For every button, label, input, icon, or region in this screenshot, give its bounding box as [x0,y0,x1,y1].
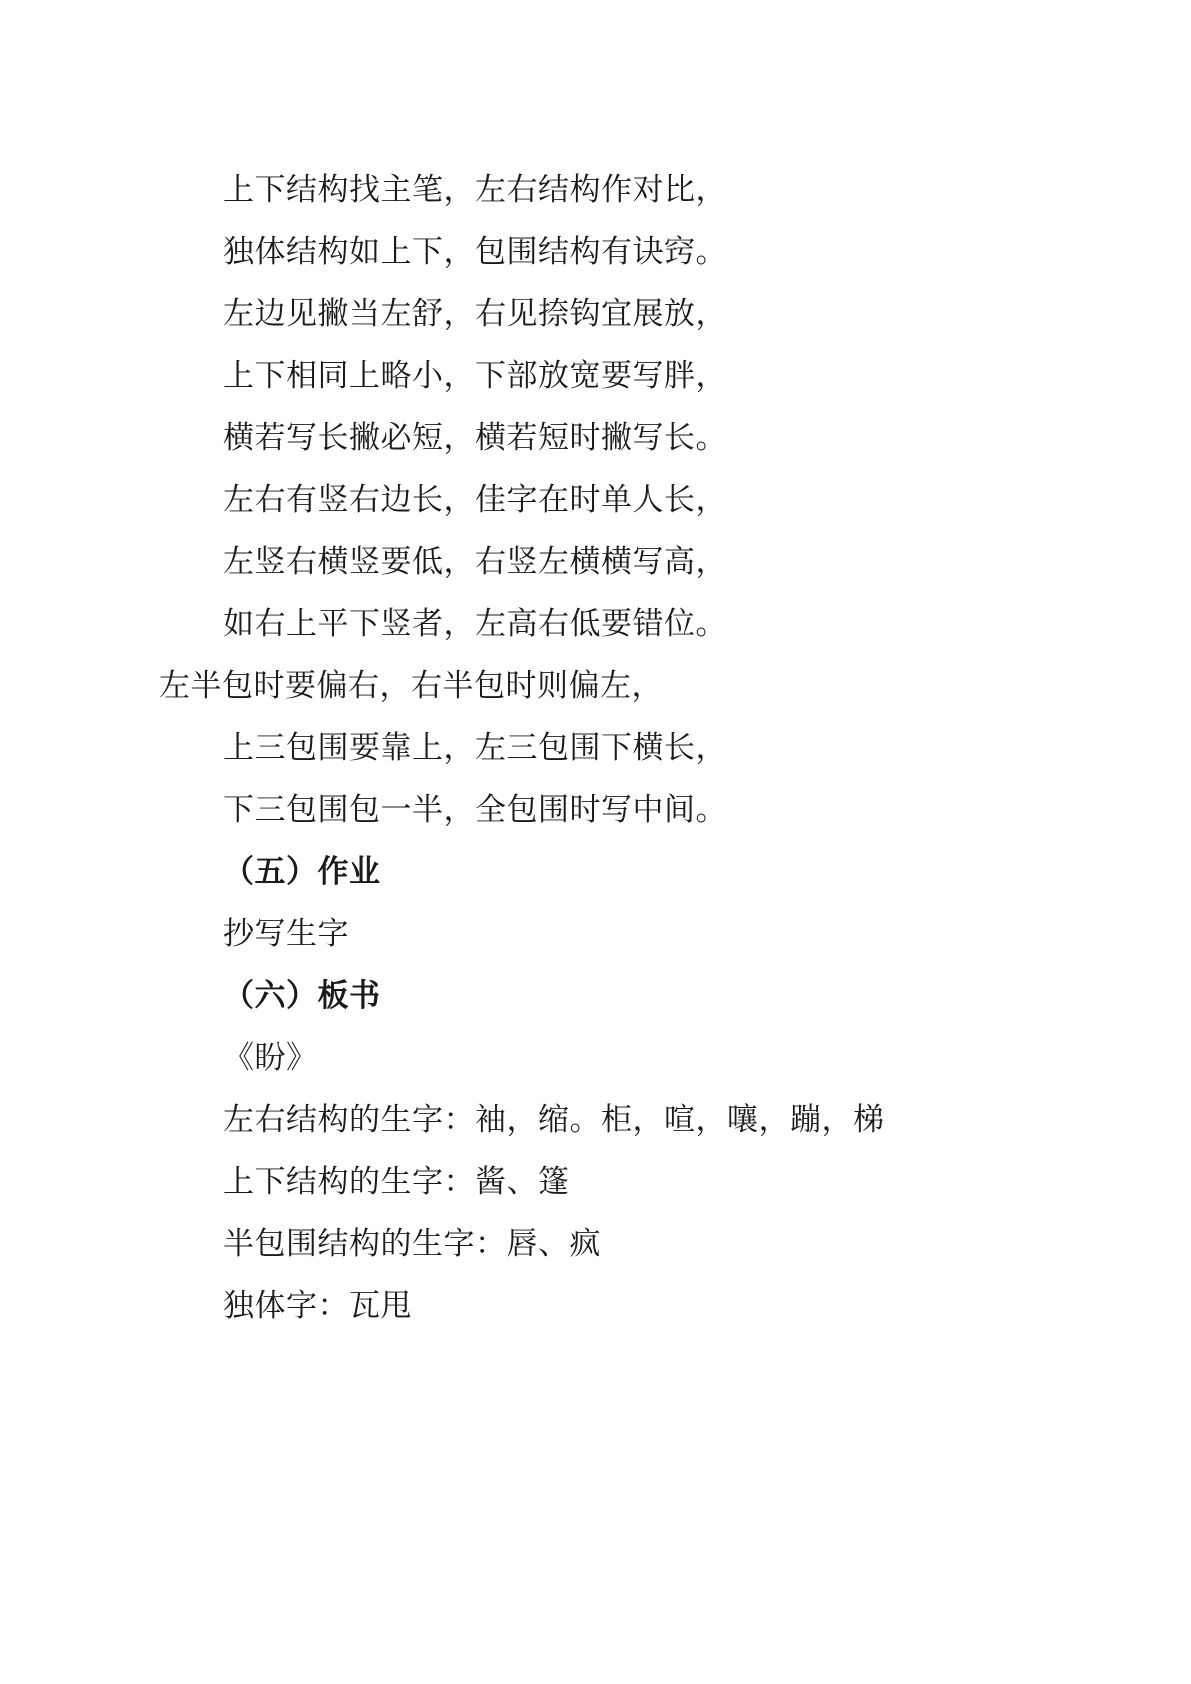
board-half-enclosed: 半包围结构的生字：唇、疯 [223,1226,601,1262]
verse-line-10: 上三包围要靠上，左三包围下横长， [223,730,727,766]
verse-line-3: 左边见撇当左舒，右见捺钩宜展放， [223,296,727,332]
verse-line-8: 如右上平下竖者，左高右低要错位。 [223,606,727,642]
section-6-heading: （六）板书 [223,978,381,1014]
board-left-right: 左右结构的生字：袖，缩。柜，喧，嚷，蹦，梯 [223,1102,885,1138]
verse-line-9: 左半包时要偏右，右半包时则偏左， [159,668,663,704]
section-5-body: 抄写生字 [223,916,349,952]
board-single: 独体字：瓦甩 [223,1288,412,1324]
verse-line-5: 横若写长撇必短，横若短时撇写长。 [223,420,727,456]
board-top-bottom: 上下结构的生字：酱、篷 [223,1164,570,1200]
verse-line-6: 左右有竖右边长，佳字在时单人长， [223,482,727,518]
verse-line-11: 下三包围包一半，全包围时写中间。 [223,792,727,828]
verse-line-4: 上下相同上略小，下部放宽要写胖， [223,358,727,394]
verse-line-1: 上下结构找主笔，左右结构作对比， [223,172,727,208]
board-title: 《盼》 [223,1040,318,1076]
verse-line-2: 独体结构如上下，包围结构有诀窍。 [223,234,727,270]
verse-line-7: 左竖右横竖要低，右竖左横横写高， [223,544,727,580]
section-5-heading: （五）作业 [223,854,381,890]
